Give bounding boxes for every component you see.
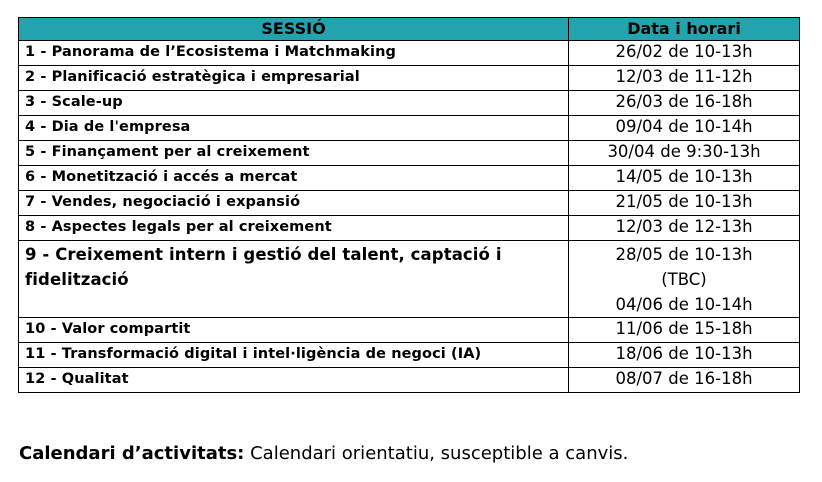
- column-header-date: Data i horari: [569, 18, 800, 41]
- session-cell: 4 - Dia de l'empresa: [19, 116, 569, 141]
- table-row: [19, 116, 800, 141]
- footer-note: [19, 442, 628, 466]
- session-cell: 5 - Finançament per al creixement: [19, 141, 569, 166]
- session-cell: 11 - Transformació digital i intel·ligència de negoci (IA): [19, 343, 569, 368]
- table-row: [19, 41, 800, 66]
- date-cell: [569, 116, 800, 141]
- date-line: 18/06 de 10-13h: [615, 344, 753, 363]
- session-cell: 10 - Valor compartit: [19, 318, 569, 343]
- date-cell: [569, 91, 800, 116]
- table-row: [19, 241, 800, 318]
- table-row: [19, 343, 800, 368]
- date-line: 26/03 de 16-18h: [615, 92, 753, 111]
- footer-label: Calendari d’activitats:: [19, 443, 245, 464]
- date-line: 08/07 de 16-18h: [615, 369, 753, 388]
- table-row: [19, 166, 800, 191]
- date-cell: [569, 216, 800, 241]
- date-line: 11/06 de 15-18h: [615, 319, 753, 338]
- date-line: 28/05 de 10-13h: [615, 245, 753, 264]
- date-cell: [569, 41, 800, 66]
- date-line: 14/05 de 10-13h: [615, 167, 753, 186]
- date-cell: [569, 241, 800, 318]
- table-row: [19, 368, 800, 393]
- session-cell: 6 - Monetització i accés a mercat: [19, 166, 569, 191]
- table-row: [19, 66, 800, 91]
- date-line: 04/06 de 10-14h: [615, 295, 753, 314]
- table-row: [19, 191, 800, 216]
- date-cell: [569, 368, 800, 393]
- table-header-row: [19, 18, 800, 41]
- session-cell: 7 - Vendes, negociació i expansió: [19, 191, 569, 216]
- date-line: 12/03 de 11-12h: [615, 67, 753, 86]
- schedule-table: [18, 17, 800, 393]
- column-header-session: SESSIÓ: [19, 18, 569, 41]
- table-row: [19, 318, 800, 343]
- date-line: 21/05 de 10-13h: [615, 192, 753, 211]
- date-line: 12/03 de 12-13h: [615, 217, 753, 236]
- table-row: [19, 91, 800, 116]
- date-line: 09/04 de 10-14h: [615, 117, 753, 136]
- date-cell: [569, 343, 800, 368]
- date-cell: [569, 66, 800, 91]
- date-cell: [569, 166, 800, 191]
- table-row: [19, 141, 800, 166]
- session-cell: 2 - Planificació estratègica i empresarial: [19, 66, 569, 91]
- session-cell: 9 - Creixement intern i gestió del talent, captació i fidelització: [19, 241, 569, 318]
- table-row: [19, 216, 800, 241]
- date-cell: [569, 318, 800, 343]
- date-line: 26/02 de 10-13h: [615, 42, 753, 61]
- footer-text: Calendari orientatiu, susceptible a canvis.: [244, 443, 629, 464]
- session-cell: 1 - Panorama de l’Ecosistema i Matchmaking: [19, 41, 569, 66]
- session-cell: 8 - Aspectes legals per al creixement: [19, 216, 569, 241]
- session-cell: 3 - Scale-up: [19, 91, 569, 116]
- session-cell: 12 - Qualitat: [19, 368, 569, 393]
- date-note: (TBC): [661, 270, 707, 289]
- date-line: 30/04 de 9:30-13h: [607, 142, 761, 161]
- date-cell: [569, 141, 800, 166]
- date-cell: [569, 191, 800, 216]
